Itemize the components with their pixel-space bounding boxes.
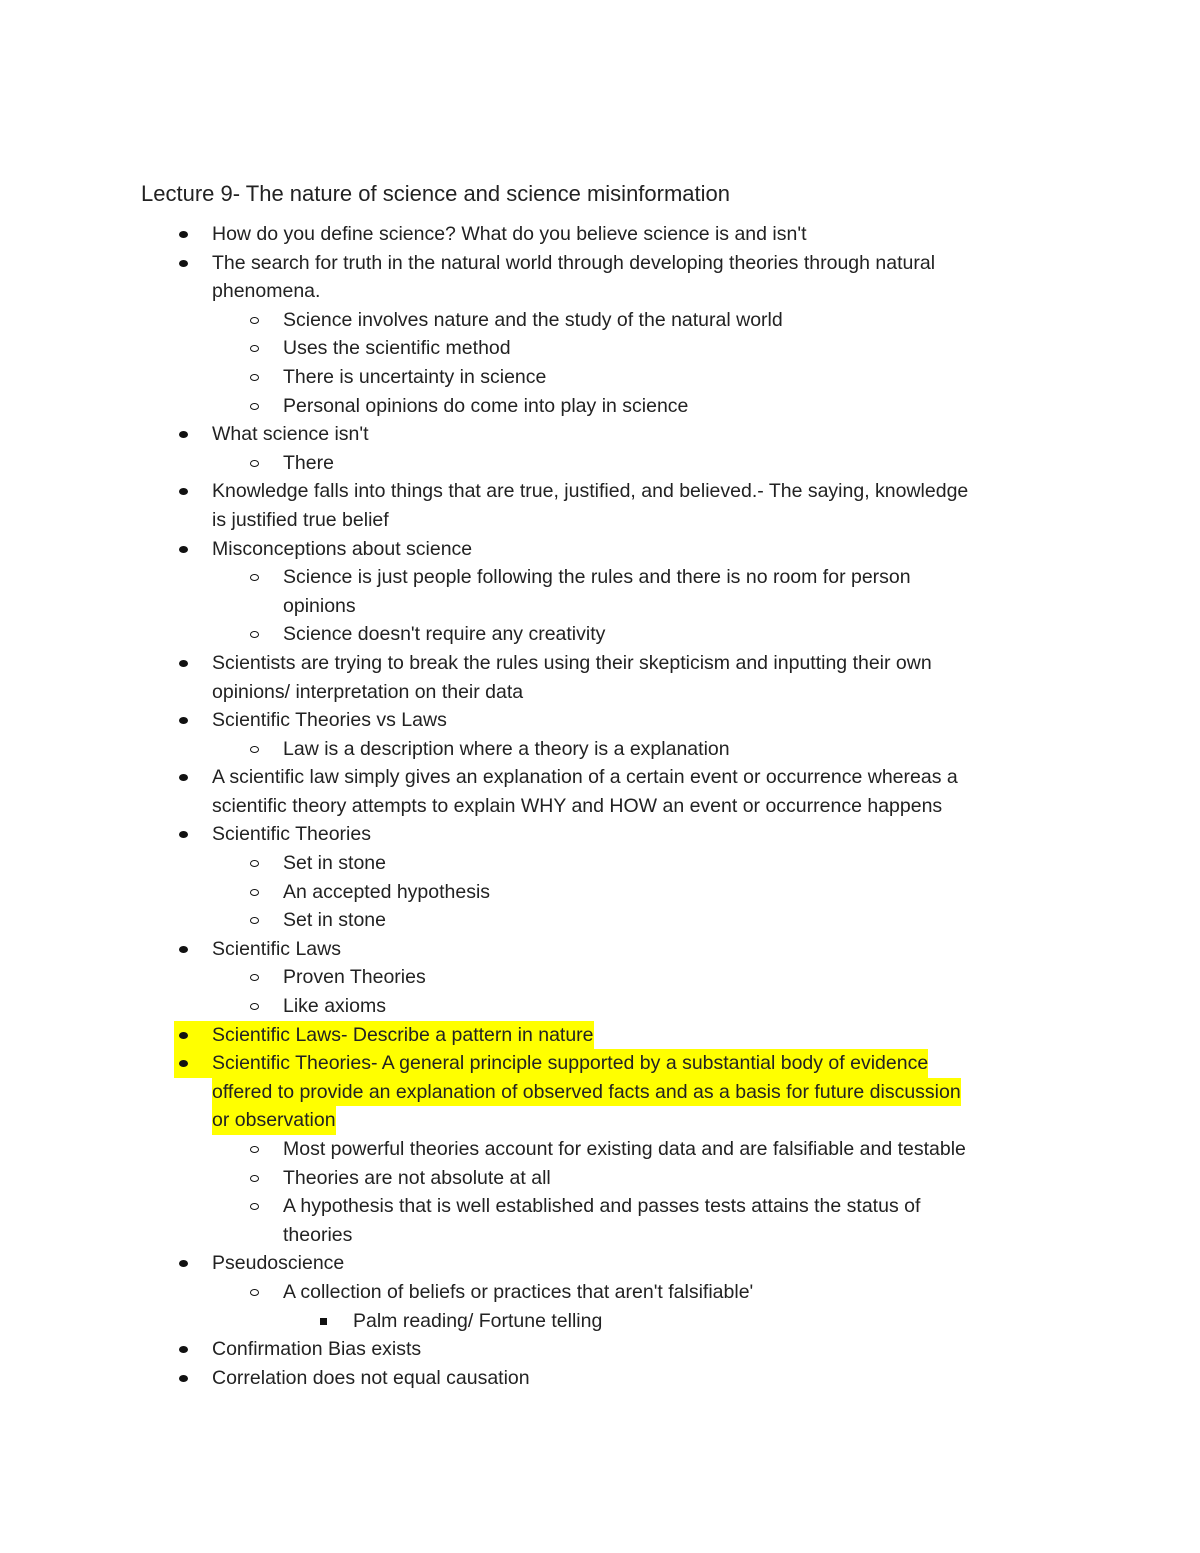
bullet-circle-icon	[250, 317, 259, 324]
list-item-text: phenomena.	[212, 280, 321, 303]
bullet-circle-icon	[250, 374, 259, 381]
bullet-disc-icon	[179, 1032, 188, 1039]
list-item	[0, 735, 1200, 764]
bullet-circle-icon	[250, 1003, 259, 1010]
list-item	[0, 535, 1200, 564]
list-item-text: Science doesn't require any creativity	[283, 623, 606, 646]
list-item-text: A hypothesis that is well established and passes tests attains the status of	[283, 1195, 921, 1218]
list-item-text: Set in stone	[283, 909, 386, 932]
list-item	[0, 1078, 1200, 1107]
list-item	[0, 1106, 1200, 1135]
list-item	[0, 678, 1200, 707]
list-item-text: An accepted hypothesis	[283, 880, 491, 903]
list-item-text: offered to provide an explanation of observed facts and as a basis for future discussion	[212, 1078, 961, 1107]
list-item-text: Proven Theories	[283, 966, 426, 989]
list-item	[0, 849, 1200, 878]
list-item-text: scientific theory attempts to explain WHY and HOW an event or occurrence happens	[212, 794, 943, 817]
bullet-circle-icon	[250, 631, 259, 638]
list-item-text: Palm reading/ Fortune telling	[353, 1309, 603, 1332]
list-item-text: Personal opinions do come into play in science	[283, 394, 689, 417]
page-title: Lecture 9- The nature of science and science misinformation	[141, 181, 731, 206]
list-item	[0, 1307, 1200, 1336]
list-item	[0, 620, 1200, 649]
bullet-disc-icon	[179, 660, 188, 667]
list-item	[0, 563, 1200, 592]
list-item-text: opinions/ interpretation on their data	[212, 680, 524, 703]
list-item-text: Scientific Laws- Describe a pattern in nature	[212, 1021, 594, 1050]
list-item-text: Theories are not absolute at all	[283, 1166, 551, 1189]
bullet-disc-icon	[179, 1346, 188, 1353]
list-item-text: How do you define science? What do you believe science is and isn't	[212, 223, 807, 245]
list-item-text: Scientific Laws	[212, 937, 341, 960]
list-item	[0, 477, 1200, 506]
list-item-text: or observation	[212, 1106, 336, 1135]
list-item-text: Confirmation Bias exists	[212, 1338, 422, 1361]
list-item-text: Like axioms	[283, 995, 386, 1018]
list-item	[0, 649, 1200, 678]
bullet-disc-icon	[179, 774, 188, 781]
list-item	[0, 334, 1200, 363]
list-item	[0, 963, 1200, 992]
list-item-text: A collection of beliefs or practices that aren't falsifiable'	[283, 1280, 754, 1303]
list-item	[0, 820, 1200, 849]
list-item	[0, 220, 1200, 249]
bullet-circle-icon	[250, 1175, 259, 1182]
list-item	[0, 906, 1200, 935]
list-item-text: What science isn't	[212, 423, 369, 446]
bullet-list	[0, 220, 1200, 1392]
list-item-text: Scientists are trying to break the rules using their skepticism and inputting their own	[212, 651, 932, 674]
bullet-disc-icon	[179, 231, 188, 238]
list-item	[0, 1221, 1200, 1250]
list-item-text: theories	[283, 1223, 353, 1246]
list-item	[0, 763, 1200, 792]
list-item	[0, 1364, 1200, 1393]
list-item	[0, 1049, 1200, 1078]
list-item	[0, 306, 1200, 335]
list-item	[0, 792, 1200, 821]
list-item	[0, 992, 1200, 1021]
list-item	[0, 392, 1200, 421]
bullet-disc-icon	[179, 546, 188, 553]
list-item	[0, 249, 1200, 278]
list-item	[0, 1335, 1200, 1364]
bullet-circle-icon	[250, 1146, 259, 1153]
bullet-disc-icon	[179, 946, 188, 953]
bullet-disc-icon	[179, 717, 188, 724]
bullet-disc-icon	[179, 831, 188, 838]
list-item-text: Knowledge falls into things that are true, justified, and believed.- The saying, knowledge	[212, 480, 969, 503]
list-item-text: Science involves nature and the study of the natural world	[283, 308, 783, 331]
list-item-text: Correlation does not equal causation	[212, 1366, 530, 1389]
bullet-square-icon	[320, 1318, 327, 1325]
list-item-text: Set in stone	[283, 852, 386, 875]
bullet-circle-icon	[250, 1203, 259, 1210]
list-item	[0, 420, 1200, 449]
list-item-text: Scientific Theories	[212, 823, 371, 846]
list-item-text: Science is just people following the rules and there is no room for person	[283, 566, 911, 589]
bullet-disc-icon	[179, 1375, 188, 1382]
bullet-circle-icon	[250, 860, 259, 867]
list-item-text: Scientific Theories vs Laws	[212, 709, 447, 732]
list-item	[0, 277, 1200, 306]
list-item	[0, 1021, 1200, 1050]
list-item	[0, 1164, 1200, 1193]
bullet-circle-icon	[250, 1289, 259, 1296]
list-item	[0, 1135, 1200, 1164]
list-item-text: There is uncertainty in science	[283, 365, 547, 388]
list-item-text: The search for truth in the natural world through developing theories through natural	[212, 251, 936, 274]
list-item-text: There	[283, 451, 334, 474]
list-item	[0, 1249, 1200, 1278]
bullet-circle-icon	[250, 974, 259, 981]
list-item-text: A scientific law simply gives an explanation of a certain event or occurrence whereas a	[212, 766, 958, 789]
bullet-disc-icon	[179, 1260, 188, 1267]
list-item-text: Pseudoscience	[212, 1252, 345, 1275]
bullet-circle-icon	[250, 746, 259, 753]
list-item	[0, 1192, 1200, 1221]
list-item	[0, 592, 1200, 621]
list-item	[0, 449, 1200, 478]
list-item-text: Most powerful theories account for existing data and are falsifiable and testable	[283, 1138, 966, 1160]
bullet-disc-icon	[179, 431, 188, 438]
list-item-text: Scientific Theories- A general principle supported by a substantial body of evidence	[212, 1049, 928, 1078]
bullet-circle-icon	[250, 574, 259, 581]
list-item	[0, 363, 1200, 392]
list-item-text: Law is a description where a theory is a explanation	[283, 737, 730, 760]
list-item	[0, 1278, 1200, 1307]
bullet-circle-icon	[250, 460, 259, 467]
bullet-disc-icon	[179, 488, 188, 495]
bullet-circle-icon	[250, 889, 259, 896]
list-item-text: is justified true belief	[212, 508, 389, 531]
list-item	[0, 506, 1200, 535]
bullet-circle-icon	[250, 403, 259, 410]
bullet-disc-icon	[179, 260, 188, 267]
bullet-circle-icon	[250, 917, 259, 924]
list-item	[0, 706, 1200, 735]
bullet-circle-icon	[250, 345, 259, 352]
list-item-text: Misconceptions about science	[212, 537, 473, 560]
list-item-text: Uses the scientific method	[283, 337, 511, 360]
list-item	[0, 935, 1200, 964]
list-item	[0, 878, 1200, 907]
list-item-text: opinions	[283, 594, 356, 617]
